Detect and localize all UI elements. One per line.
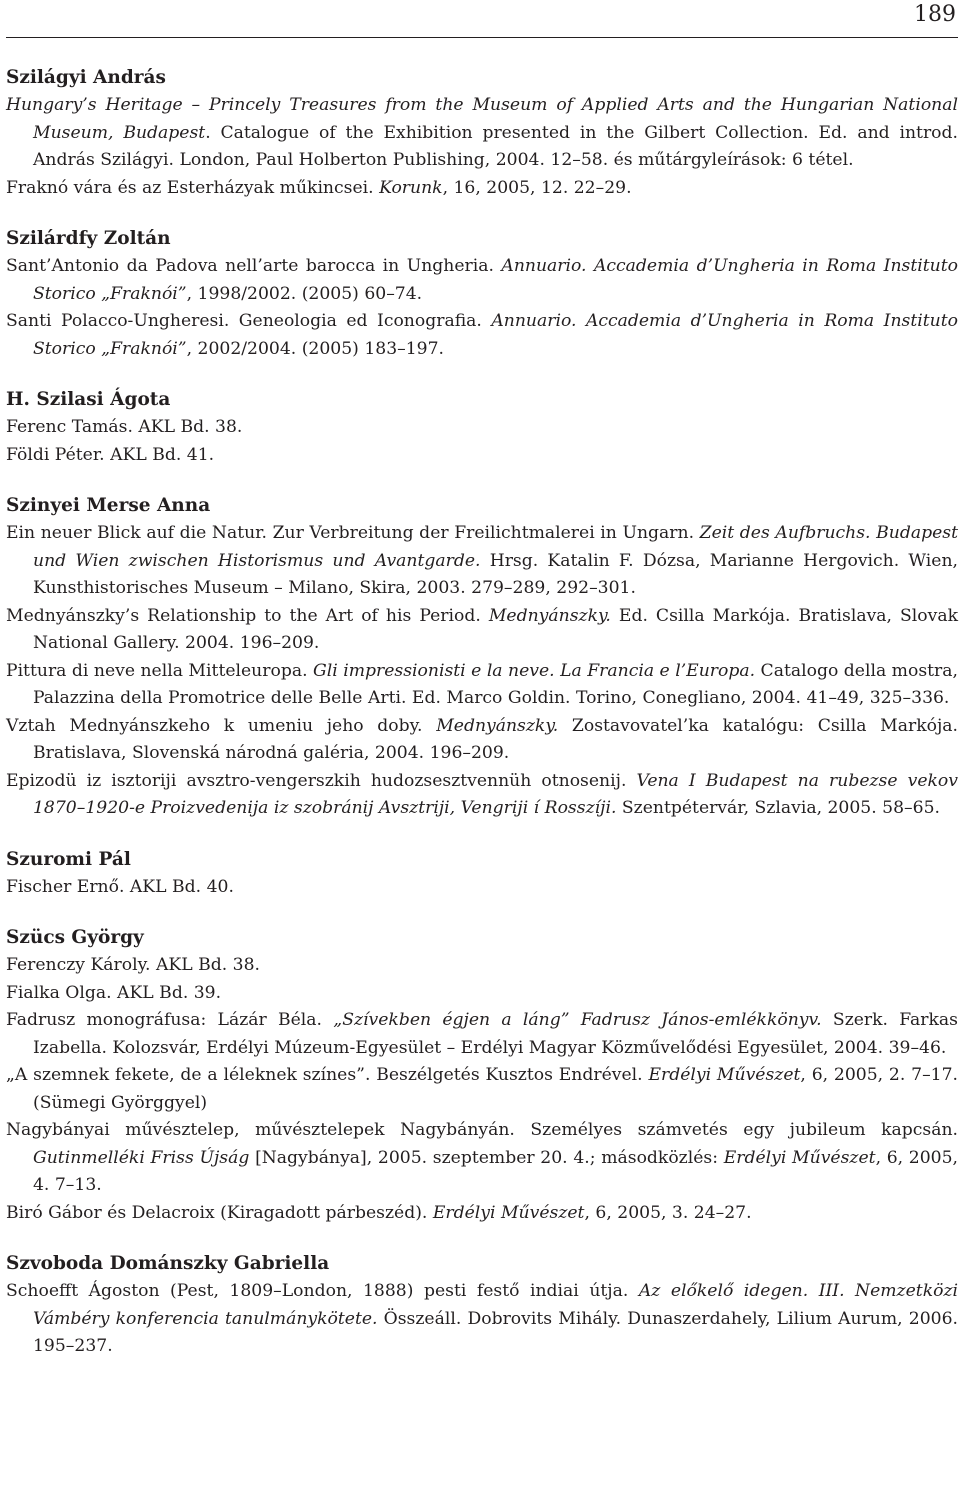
entry-text: Sant’Antonio da Padova nell’arte barocca in Ungheria. [6,256,502,276]
entry-text: Összeáll. Dobrovits Mihály. Dunaszerdahely, Lilium Aurum, 2006. 195–237. [33,1308,958,1356]
entry-text: , 1998/2002. (2005) 60–74. [186,283,423,304]
entry-title-italic: Erdélyi Művészet [723,1147,876,1168]
entry-text: Szentpétervár, Szlavia, 2005. 58–65. [616,798,940,818]
page-header [0,0,960,38]
entry-title-italic: Hungary’s Heritage – Princely Treasures from the Museum of Applied Arts and the Hungarian National Museum, Budapest [6,95,958,143]
entry-text: „A szemnek fekete, de a léleknek színes”. Beszélgetés Kusztos Endrével. [6,1065,649,1085]
entry-text: , 2002/2004. (2005) 183–197. [186,338,445,359]
entry-text: , 16, 2005, 12. 22–29. [442,177,632,198]
bibliography-entry [6,1278,958,1361]
header-rule [6,37,958,38]
author-section [6,64,958,202]
entry-text: Ferenczy Károly. AKL Bd. 38. [6,955,260,975]
entry-text: , 6, 2005, 3. 24–27. [584,1202,752,1223]
bibliography-entry [6,952,958,980]
bibliography-entry [6,658,958,713]
entry-title-italic: Gutinmelléki Friss Újság [33,1147,250,1168]
author-heading: Szuromi Pál [6,848,131,870]
bibliography-entry [6,713,958,768]
entry-text: Ferenc Tamás. AKL Bd. 38. [6,417,243,437]
entry-text: Zostavovatel’ka katalógu: Csilla Markója. Bratislava, Slovenská národná galéria, 2004. 196–209. [33,715,958,763]
author-heading: Szinyei Merse Anna [6,495,211,516]
author-heading: Szvoboda Dománszky Gabriella [6,1253,330,1274]
entry-text: Santi Polacco-Ungheresi. Geneologia ed Iconografia. [6,311,492,331]
entry-text: Fialka Olga. AKL Bd. 39. [6,982,222,1003]
entry-title-italic: „Szívekben égjen a láng” Fadrusz János-emlékkönyv. [333,1010,822,1030]
bibliography-entry [6,874,958,902]
entry-text: Ed. Csilla Markója. Bratislava, Slovak National Gallery. 2004. 196–209. [33,605,958,653]
bibliography-entry [6,1007,958,1062]
entry-title-italic: Korunk [379,177,443,198]
bibliography-entry [6,603,958,658]
entry-title-italic: Annuario. Accademia d’Ungheria in Roma Instituto Storico „Fraknói” [33,256,958,304]
author-section [6,924,958,1227]
bibliography-entry [6,92,958,175]
author-section [6,225,958,363]
bibliography-entry [6,175,958,203]
entry-title-italic: Mednyánszky. [436,715,559,736]
entry-text: Epizodü iz isztoriji avsztro-vengerszkih hudozsesztvennüh otnosenij. [6,770,637,791]
entry-text: Fadrusz monográfusa: Lázár Béla. [6,1010,334,1030]
entry-text: Biró Gábor és Delacroix (Kiragadott párbeszéd). [6,1202,433,1223]
entry-title-italic: Az előkelő idegen. III. Nemzetközi Vámbéry konferencia tanulmánykötete. [33,1281,959,1329]
author-section [6,492,958,823]
entry-title-italic: Zeit des Aufbruchs. Budapest und Wien zwischen Historismus und Avantgarde. [33,523,958,571]
entry-text: Catalogo della mostra, Palazzina della Promotrice delle Belle Arti. Ed. Marco Goldin. Torino, Conegliano, 2004. 41–49, 325–336. [33,660,958,708]
entry-text: Fraknó vára és az Esterházyak műkincsei. [6,177,380,198]
bibliography [6,64,958,1384]
entry-title-italic: Gli impressionisti e la neve. La Francia e l’Europa. [313,660,756,681]
entry-text: [Nagybánya], 2005. szeptember 20. 4.; másodközlés: [249,1147,724,1168]
entry-text: Ein neuer Blick auf die Natur. Zur Verbreitung der Freilichtmalerei in Ungarn. [6,523,700,543]
entry-text: . Catalogue of the Exhibition presented in the Gilbert Collection. Ed. and introd. András Szilágyi. London, Paul Holberton Publishing, 2004. 12–58. és műtárgyleírások: 6 tétel. [33,122,958,170]
page-number: 189 [914,2,956,27]
entry-title-italic: Vena I Budapest na rubezse vekov 1870–1920-e Proizvedenija iz szobránij Avsztriji, Vengriji í Rosszíji. [33,770,958,818]
author-heading: H. Szilasi Ágota [6,389,171,410]
entry-title-italic: Mednyánszky. [488,605,611,626]
author-section [6,1250,958,1361]
author-section [6,386,958,469]
bibliography-entry [6,414,958,442]
bibliography-entry [6,768,958,823]
entry-text: Szerk. Farkas Izabella. Kolozsvár, Erdélyi Múzeum-Egyesület – Erdélyi Magyar Közművelődési Egyesület, 2004. 39–46. [33,1010,958,1058]
bibliography-entry [6,308,958,363]
author-heading: Szilágyi András [6,67,166,88]
entry-text: , 6, 2005, 2. 7–17. (Sümegi Györggyel) [33,1065,959,1113]
author-heading: Szücs György [6,927,144,948]
bibliography-entry [6,1062,958,1117]
bibliography-entry [6,520,958,603]
author-heading: Szilárdfy Zoltán [6,228,171,249]
entry-text: Pittura di neve nella Mitteleuropa. [6,660,314,681]
bibliography-entry [6,253,958,308]
entry-text: Schoefft Ágoston (Pest, 1809–London, 1888) pesti festő indiai útja. [6,1281,639,1301]
bibliography-entry [6,980,958,1008]
entry-title-italic: Erdélyi Művészet [432,1202,585,1223]
author-section [6,846,958,902]
entry-title-italic: Annuario. Accademia d’Ungheria in Roma Instituto Storico „Fraknói” [33,311,958,359]
bibliography-entry [6,1117,958,1200]
bibliography-entry [6,442,958,470]
entry-text: Mednyánszky’s Relationship to the Art of his Period. [6,605,489,626]
entry-text: Hrsg. Katalin F. Dózsa, Marianne Hergovich. Wien, Kunsthistorisches Museum – Milano, Skira, 2003. 279–289, 292–301. [33,550,958,598]
entry-text: Földi Péter. AKL Bd. 41. [6,444,215,465]
entry-text: , 6, 2005, 4. 7–13. [33,1147,959,1195]
entry-text: Vztah Mednyánszkeho k umeniu jeho doby. [6,715,437,736]
entry-text: Nagybányai művésztelep, művésztelepek Nagybányán. Személyes számvetés egy jubileum kapcsán. [6,1120,958,1140]
entry-title-italic: Erdélyi Művészet [648,1065,801,1085]
entry-text: Fischer Ernő. AKL Bd. 40. [6,876,234,897]
bibliography-entry [6,1200,958,1228]
